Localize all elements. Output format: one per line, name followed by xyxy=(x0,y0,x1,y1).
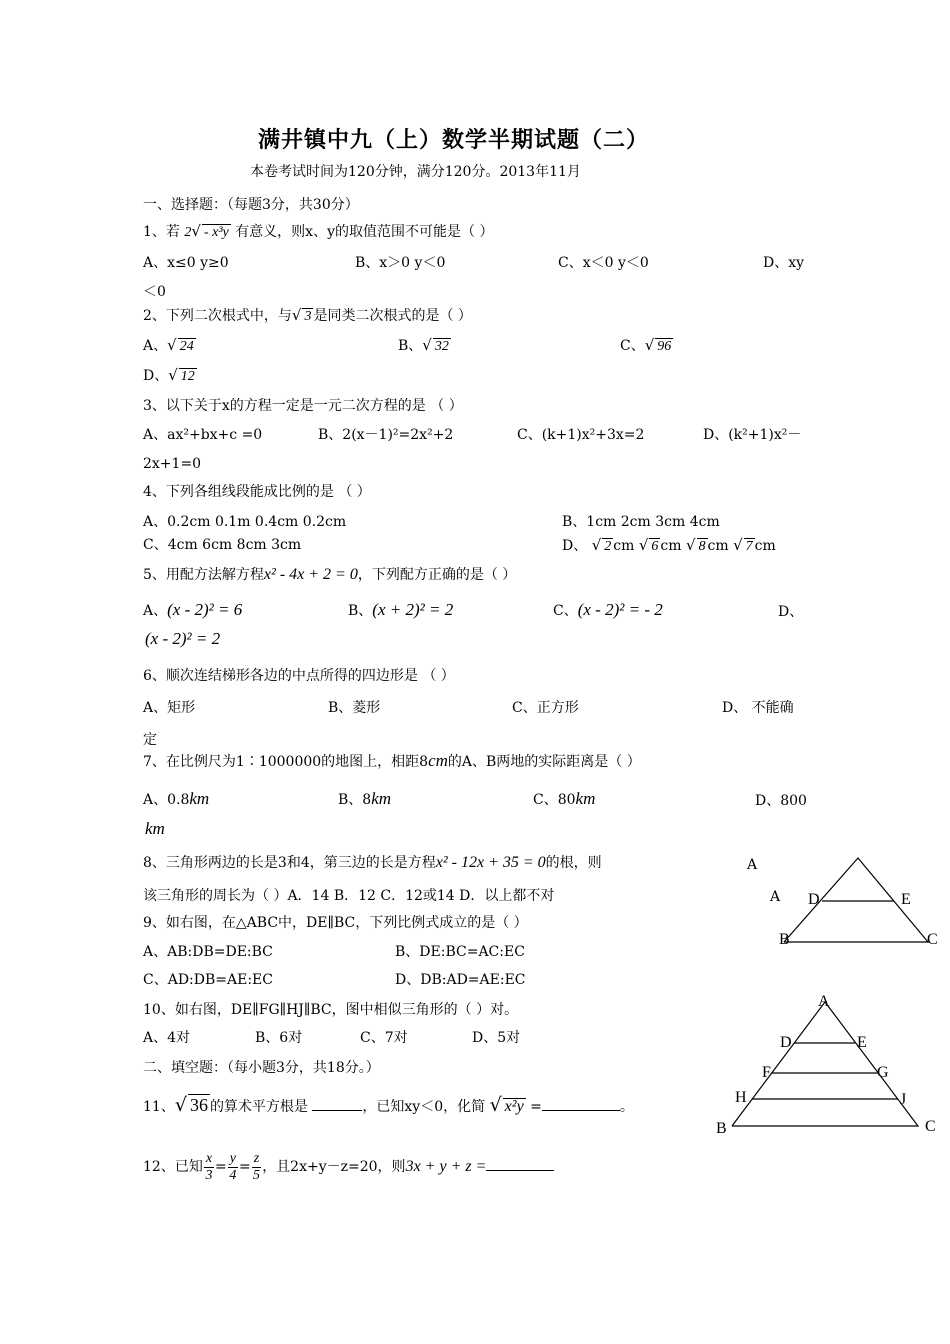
q2-option-a: A、√ 24 xyxy=(143,336,194,354)
q4-option-a: A、0.2cm 0.1m 0.4cm 0.2cm xyxy=(143,514,347,530)
q6-option-c: C、正方形 xyxy=(512,700,579,716)
q5-option-c: C、(x - 2)² = - 2 xyxy=(553,600,663,619)
fig2-label-c: C xyxy=(925,1118,936,1135)
q4-stem: 4、下列各组线段能成比例的是 （ ） xyxy=(143,484,371,500)
fig2-label-b: B xyxy=(716,1120,727,1137)
q2-option-c: C、√ 96 xyxy=(620,336,672,354)
q7-option-d-unit: km xyxy=(145,819,165,838)
q12-stem: 12、已知 $\frac{x}{3}$ = $\frac{y}{4}$ = $\frac{z}{5}$ ，且2x+y－z=20，则3x + y + z = xyxy=(143,1145,554,1189)
fig2-label-a: A xyxy=(818,993,830,1010)
page-title: 满井镇中九（上）数学半期试题（二） xyxy=(258,127,650,153)
q1-option-c: C、x＜0 y＜0 xyxy=(558,255,649,271)
q11-expr: x²y xyxy=(504,1098,524,1115)
q11-blank-2[interactable] xyxy=(542,1110,620,1111)
q8-stem: 8、三角形两边的长是3和4，第三边的长是方程x² - 12x + 35 = 0的根，则 xyxy=(143,854,602,871)
fig2-label-f: F xyxy=(762,1064,771,1081)
q8-stray-label-a: A xyxy=(747,857,758,873)
fraction-y-4: $\frac{y}{4}$ xyxy=(229,1150,237,1183)
q2-radicand: 3 xyxy=(304,309,312,324)
q10-stem: 10、如右图，DE∥FG∥HJ∥BC，图中相似三角形的（ ）对。 xyxy=(143,1002,519,1018)
fig2-label-g: G xyxy=(877,1064,889,1081)
fig1-label-d: D xyxy=(808,891,820,908)
q3-stem: 3、以下关于x的方程一定是一元二次方程的是 （ ） xyxy=(143,398,463,414)
q9-option-d: D、DB:AD=AE:EC xyxy=(395,972,526,988)
section1-heading: 一、选择题：（每题3分，共30分） xyxy=(143,197,359,213)
q1-option-b: B、x＞0 y＜0 xyxy=(355,255,446,271)
q4-option-c: C、4cm 6cm 8cm 3cm xyxy=(143,537,302,553)
q3-option-b: B、2(x－1)²=2x²+2 xyxy=(318,427,454,443)
fraction-z-5: $\frac{z}{5}$ xyxy=(252,1150,260,1183)
q3-option-a: A、ax²+bx+c =0 xyxy=(143,427,263,443)
fig2-label-e: E xyxy=(857,1034,867,1051)
q1-option-a: A、x≤0 y≥0 xyxy=(143,255,229,271)
fig1-label-b: B xyxy=(779,931,790,948)
q11-stem: 11、√ 36 的算术平方根是 ，已知xy＜0，化简 √ x²y = 。 xyxy=(143,1094,634,1116)
triangle-figure-parallels xyxy=(710,990,945,1140)
q2-option-d: D、√ 12 xyxy=(143,366,195,384)
q7-stem: 7、在比例尺为1∶1000000的地图上，相距8cm的A、B两地的实际距离是（ ） xyxy=(143,751,641,770)
q7-option-c: C、80km xyxy=(533,789,596,808)
q10-option-d: D、5对 xyxy=(472,1030,521,1046)
q6-stem: 6、顺次连结梯形各边的中点所得的四边形是 （ ） xyxy=(143,668,455,684)
q5-option-b: B、(x + 2)² = 2 xyxy=(348,600,454,619)
q2-stem: 2、下列二次根式中，与√ 3 是同类二次根式的是（ ） xyxy=(143,306,472,324)
q7-option-d: D、800 xyxy=(755,793,807,809)
fraction-x-3: $\frac{x}{3}$ xyxy=(205,1150,213,1183)
q8-stem-line2: 该三角形的周长为（ ）A．14 B．12 C．12或14 D．以上都不对 xyxy=(143,888,555,904)
q7-option-a: A、0.8km xyxy=(143,789,210,808)
q11-radicand: 36 xyxy=(189,1095,208,1115)
q3-option-d: D、(k²+1)x²－ xyxy=(703,427,802,443)
q8-stray-label-a2: A xyxy=(770,889,781,905)
q10-option-c: C、7对 xyxy=(360,1030,408,1046)
q7-option-b: B、8km xyxy=(338,789,392,808)
q5-option-d: (x - 2)² = 2 xyxy=(145,629,221,648)
q4-option-b: B、1cm 2cm 3cm 4cm xyxy=(562,514,720,530)
section2-heading: 二、填空题：（每小题3分，共18分。） xyxy=(143,1060,380,1076)
q6-option-d-cont: 定 xyxy=(143,732,157,748)
fig2-label-j: J xyxy=(900,1091,907,1108)
q1-stem: 1、若 2√ - x³y 有意义，则x、y的取值范围不可能是（ ） xyxy=(143,222,494,240)
q5-stem: 5、用配方法解方程x² - 4x + 2 = 0，下列配方正确的是（ ） xyxy=(143,566,517,583)
q10-option-a: A、4对 xyxy=(143,1030,191,1046)
fig1-label-e: E xyxy=(901,891,911,908)
q9-stem: 9、如右图，在△ABC中，DE∥BC，下列比例式成立的是（ ） xyxy=(143,915,528,931)
q10-option-b: B、6对 xyxy=(255,1030,303,1046)
q1-option-d: D、xy xyxy=(763,255,805,271)
fig1-label-c: C xyxy=(927,931,938,948)
q9-option-a: A、AB:DB=DE:BC xyxy=(143,944,273,960)
triangle-abc-2 xyxy=(732,1002,918,1126)
q1-radicand: - x³y xyxy=(203,225,229,240)
q1-option-d-cont: ＜0 xyxy=(143,284,166,300)
q8-equation: x² - 12x + 35 = 0 xyxy=(435,854,546,871)
q2-option-b: B、√ 32 xyxy=(398,336,449,354)
q3-option-c: C、(k+1)x²+3x=2 xyxy=(517,427,645,443)
fig2-label-h: H xyxy=(735,1089,747,1106)
q9-option-b: B、DE:BC=AC:EC xyxy=(395,944,525,960)
q4-option-d: D、 √ 2 cm √ 6 cm √ 8 cm √ 7 cm xyxy=(562,536,776,554)
q5-equation: x² - 4x + 2 = 0 xyxy=(263,566,358,583)
q3-option-d-cont: 2x+1=0 xyxy=(143,456,202,472)
fig2-label-d: D xyxy=(780,1034,792,1051)
q6-option-a: A、矩形 xyxy=(143,700,196,716)
q5-option-d-label: D、 xyxy=(778,604,804,620)
q11-blank-1[interactable] xyxy=(312,1110,362,1111)
q6-option-b: B、菱形 xyxy=(328,700,381,716)
q9-option-c: C、AD:DB=AE:EC xyxy=(143,972,273,988)
q5-option-a: A、(x - 2)² = 6 xyxy=(143,600,243,619)
q6-option-d: D、 不能确 xyxy=(722,700,794,716)
q1-coef: 2 xyxy=(184,225,192,240)
q12-blank[interactable] xyxy=(486,1170,554,1171)
triangle-figure-de-bc xyxy=(770,850,945,950)
exam-info: 本卷考试时间为120分钟，满分120分。2013年11月 xyxy=(250,164,581,180)
